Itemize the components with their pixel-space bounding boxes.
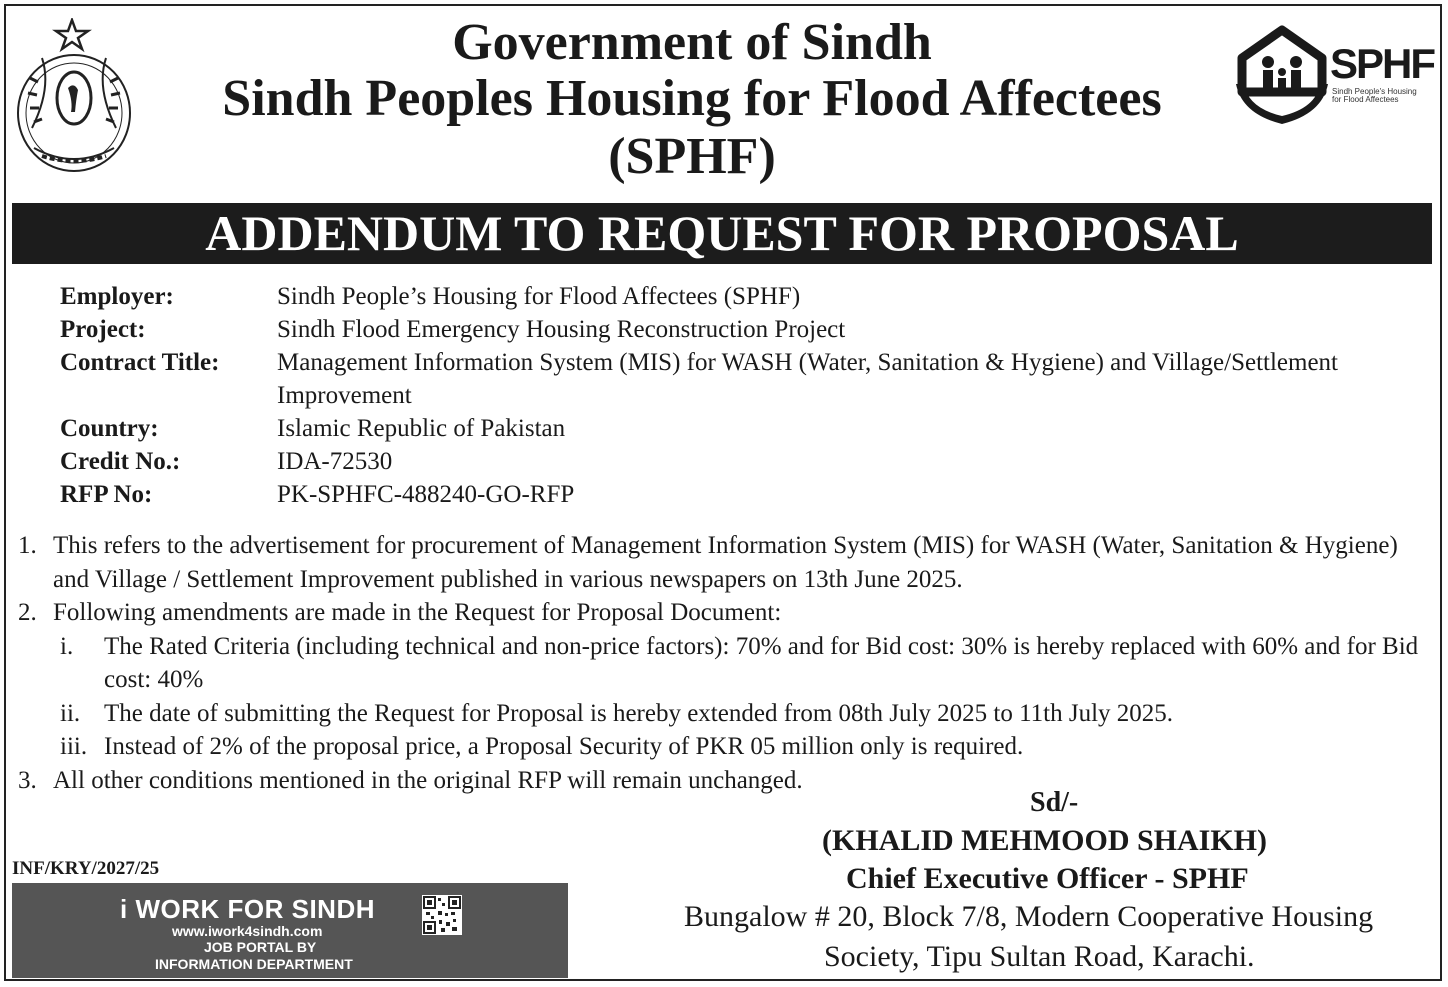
detail-row-country — [60, 412, 1440, 445]
address-line-1: Bungalow # 20, Block 7/8, Modern Cooperative Housing — [684, 900, 1374, 933]
detail-row-project — [60, 313, 1440, 346]
sphf-logo — [1232, 22, 1435, 132]
signed-mark: Sd/- — [1030, 787, 1079, 818]
sub-item-text: Instead of 2% of the proposal price, a Proposal Security of PKR 05 million only is required. — [104, 733, 1024, 760]
detail-row-credit-no — [60, 445, 1440, 478]
qr-code-icon — [422, 895, 462, 935]
detail-value: PK-SPHFC-488240-GO-RFP — [277, 481, 575, 508]
sub-item-text: The date of submitting the Request for Proposal is hereby extended from 08th July 2025 to 11th July 2025. — [104, 699, 1174, 727]
portal-url: www.iwork4sindh.com — [172, 923, 323, 939]
item-number: 2. — [18, 599, 37, 626]
list-item — [18, 764, 1430, 798]
header-line-1: Government of Sindh — [452, 14, 932, 71]
logo-tagline-2: for Flood Affectees — [1332, 95, 1399, 104]
signatory-name: (KHALID MEHMOOD SHAIKH) — [822, 824, 1268, 857]
detail-label: Country: — [60, 415, 159, 442]
addendum-items — [18, 529, 1430, 797]
header-line-2: Sindh Peoples Housing for Flood Affectees — [222, 70, 1162, 127]
sub-item-number: i. — [60, 632, 74, 660]
item-text: This refers to the advertisement for procurement of Management Information System (MIS) for WASH (Water, Sanitation & Hygiene) and Village / Settlement Improvement published in various newspapers on 13th June 2025. — [53, 532, 1398, 593]
detail-row-employer — [60, 280, 1440, 313]
detail-label: RFP No: — [60, 481, 153, 508]
header-line-3: (SPHF) — [608, 128, 776, 185]
job-portal-box — [12, 883, 568, 978]
address-line-2: Society, Tipu Sultan Road, Karachi. — [824, 940, 1255, 973]
sub-item-number: iii. — [60, 733, 88, 760]
detail-label: Contract Title: — [60, 349, 220, 376]
detail-value: Sindh People’s Housing for Flood Affectees (SPHF) — [277, 283, 801, 310]
sub-item-text: The Rated Criteria (including technical and non-price factors): 70% and for Bid cost: 30% is hereby replaced with 60% and for Bid cost: 40% — [104, 632, 1419, 693]
item-number: 3. — [18, 766, 37, 794]
sub-list-item — [18, 697, 1430, 731]
sub-list-item — [18, 730, 1430, 764]
item-number: 1. — [18, 532, 37, 559]
contract-details — [60, 280, 1440, 511]
portal-line-2: INFORMATION DEPARTMENT — [155, 956, 353, 972]
detail-value: IDA-72530 — [277, 448, 393, 475]
portal-brand-name: WORK FOR SINDH — [135, 894, 376, 924]
portal-brand — [120, 894, 375, 925]
detail-row-rfp-no — [60, 478, 1440, 511]
sub-list-item — [18, 630, 1430, 697]
portal-brand-prefix: i — [120, 894, 128, 924]
detail-value: Management Information System (MIS) for WASH (Water, Sanitation & Hygiene) and Village/Settlement Improvement — [277, 349, 1338, 409]
logo-wordmark: SPHF — [1330, 40, 1435, 87]
reference-number: INF/KRY/2027/25 — [12, 858, 160, 879]
item-text: All other conditions mentioned in the original RFP will remain unchanged. — [53, 766, 803, 794]
logo-tagline — [1332, 88, 1422, 104]
detail-label: Employer: — [60, 283, 174, 310]
detail-label: Project: — [60, 316, 146, 343]
logo-tagline-1: Sindh People's Housing — [1332, 87, 1417, 96]
list-item — [18, 596, 1430, 630]
item-text: Following amendments are made in the Request for Proposal Document: — [53, 599, 782, 626]
list-item — [18, 529, 1430, 596]
detail-value: Islamic Republic of Pakistan — [277, 415, 566, 442]
sindh-government-seal-icon — [12, 18, 140, 178]
detail-label: Credit No.: — [60, 448, 181, 475]
detail-row-contract-title — [60, 346, 1440, 412]
signatory-title: Chief Executive Officer - SPHF — [846, 862, 1249, 895]
portal-line-1: JOB PORTAL BY — [204, 939, 317, 955]
detail-value: Sindh Flood Emergency Housing Reconstruction Project — [277, 316, 846, 343]
addendum-banner: ADDENDUM TO REQUEST FOR PROPOSAL — [12, 203, 1432, 264]
sphf-hands-house-icon — [1232, 22, 1332, 132]
sub-item-number: ii. — [60, 699, 81, 727]
